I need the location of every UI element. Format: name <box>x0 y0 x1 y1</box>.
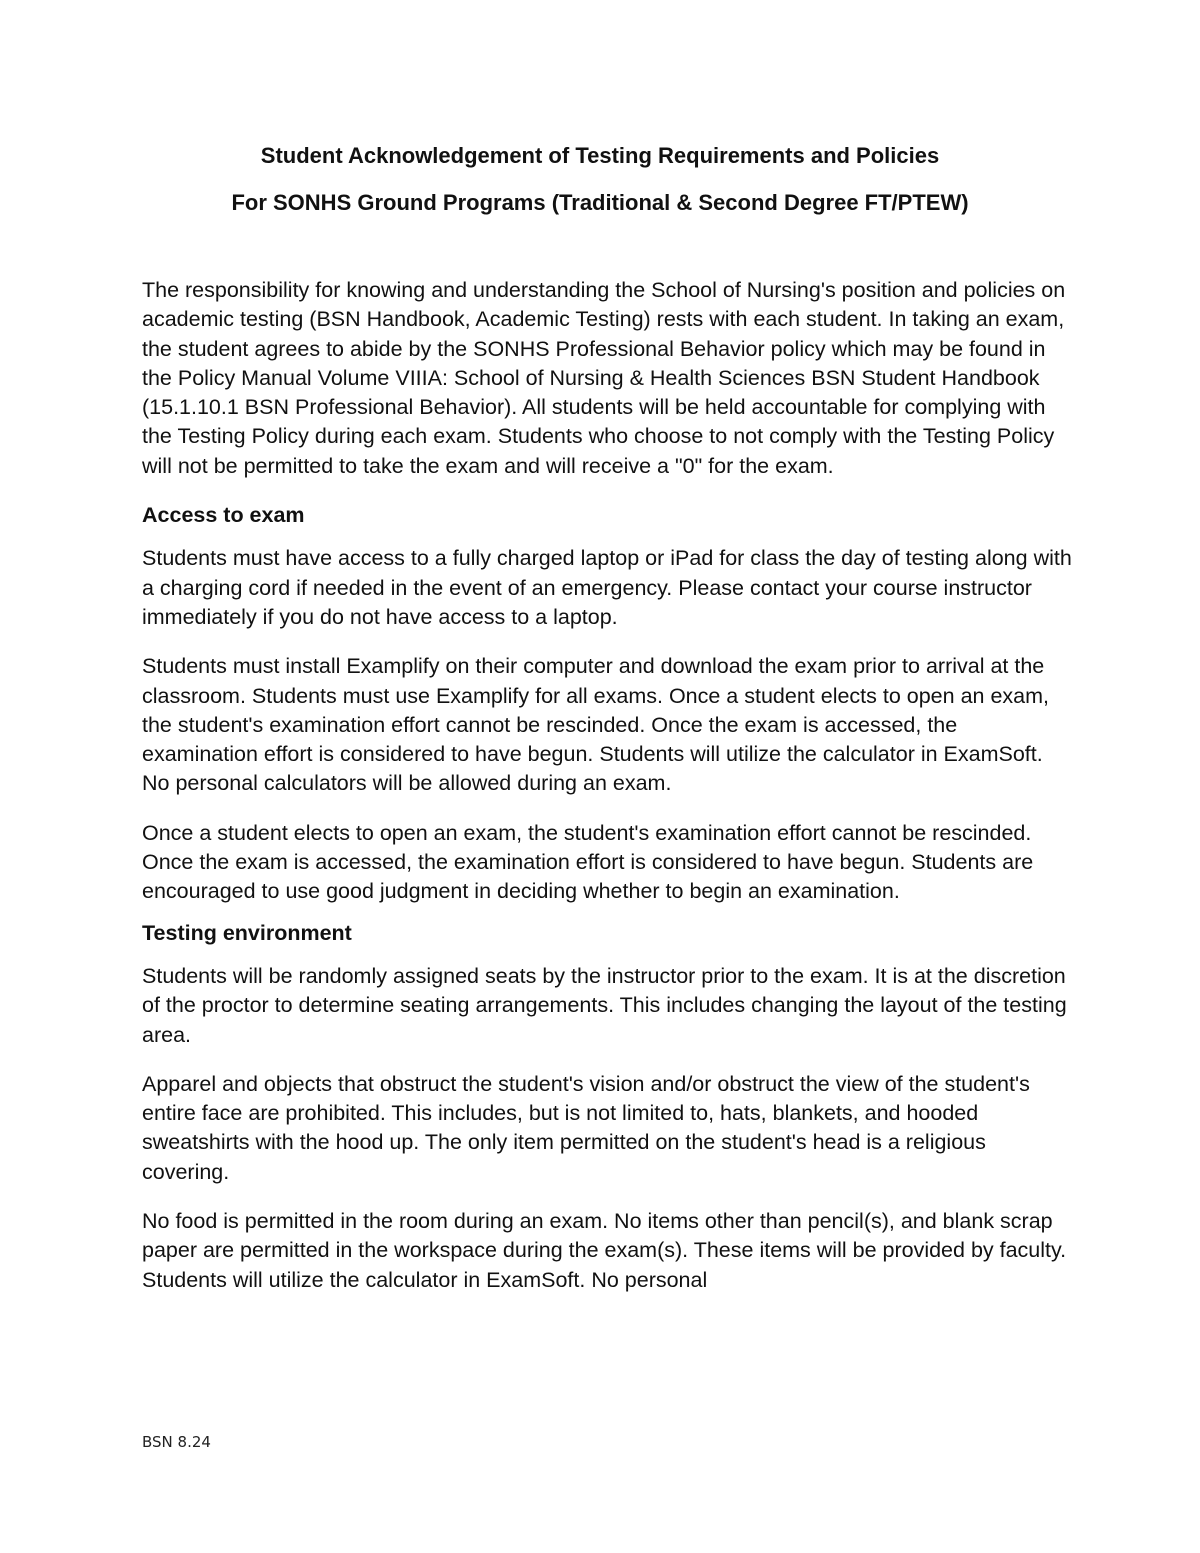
environment-paragraph-3: No food is permitted in the room during an exam. No items other than pencil(s), and blank scrap paper are permitted in the workspace during the exam(s). These items will be provided by faculty. Students will utilize the calculator in ExamSoft. No personal <box>142 1209 1067 1292</box>
document-subtitle: For SONHS Ground Programs (Traditional & Second Degree FT/PTEW) <box>231 190 969 215</box>
document-title: Student Acknowledgement of Testing Requirements and Policies <box>260 143 940 168</box>
access-paragraph-1: Students must have access to a fully charged laptop or iPad for class the day of testing along with a charging cord if needed in the event of an emergency. Please contact your course instructor immediately if you do not have access to a laptop. <box>142 546 1072 629</box>
section-heading-environment: Testing environment <box>142 920 352 945</box>
environment-paragraph-1: Students will be randomly assigned seats by the instructor prior to the exam. It is at the discretion of the proctor to determine seating arrangements. This includes changing the layout of the testing area. <box>142 963 1067 1047</box>
section-heading-access: Access to exam <box>142 503 305 528</box>
page-footer: BSN 8.24 <box>142 1433 211 1451</box>
document-body <box>142 276 1072 1315</box>
document-header <box>0 142 1200 217</box>
intro-paragraph: The responsibility for knowing and understanding the School of Nursing's position and policies on academic testing (BSN Handbook, Academic Testing) rests with each student. In taking an exam, the student agrees to abide by the SONHS Professional Behavior policy which may be found in the Policy Manual Volume VIIIA: School of Nursing & Health Sciences BSN Student Handbook (15.1.10.1 BSN Professional Behavior). All students will be held accountable for complying with the Testing Policy during each exam. Students who choose to not comply with the Testing Policy will not be permitted to take the exam and will receive a "0" for the exam. <box>142 278 1066 478</box>
environment-paragraph-2: Apparel and objects that obstruct the student's vision and/or obstruct the view of the student's entire face are prohibited. This includes, but is not limited to, hats, blankets, and hooded sweatshirts with the hood up. The only item permitted on the student's head is a religious covering. <box>142 1071 1030 1184</box>
access-paragraph-3: Once a student elects to open an exam, the student's examination effort cannot be rescinded. Once the exam is accessed, the examination effort is considered to have begun. Students are encouraged to use good judgment in deciding whether to begin an examination. <box>142 820 1034 904</box>
access-paragraph-2: Students must install Examplify on their computer and download the exam prior to arrival at the classroom. Students must use Examplify for all exams. Once a student elects to open an exam, the student's examination effort cannot be rescinded. Once the exam is accessed, the examination effort is considered to have begun. Students will utilize the calculator in ExamSoft. No personal calculators will be allowed during an exam. <box>142 654 1050 796</box>
